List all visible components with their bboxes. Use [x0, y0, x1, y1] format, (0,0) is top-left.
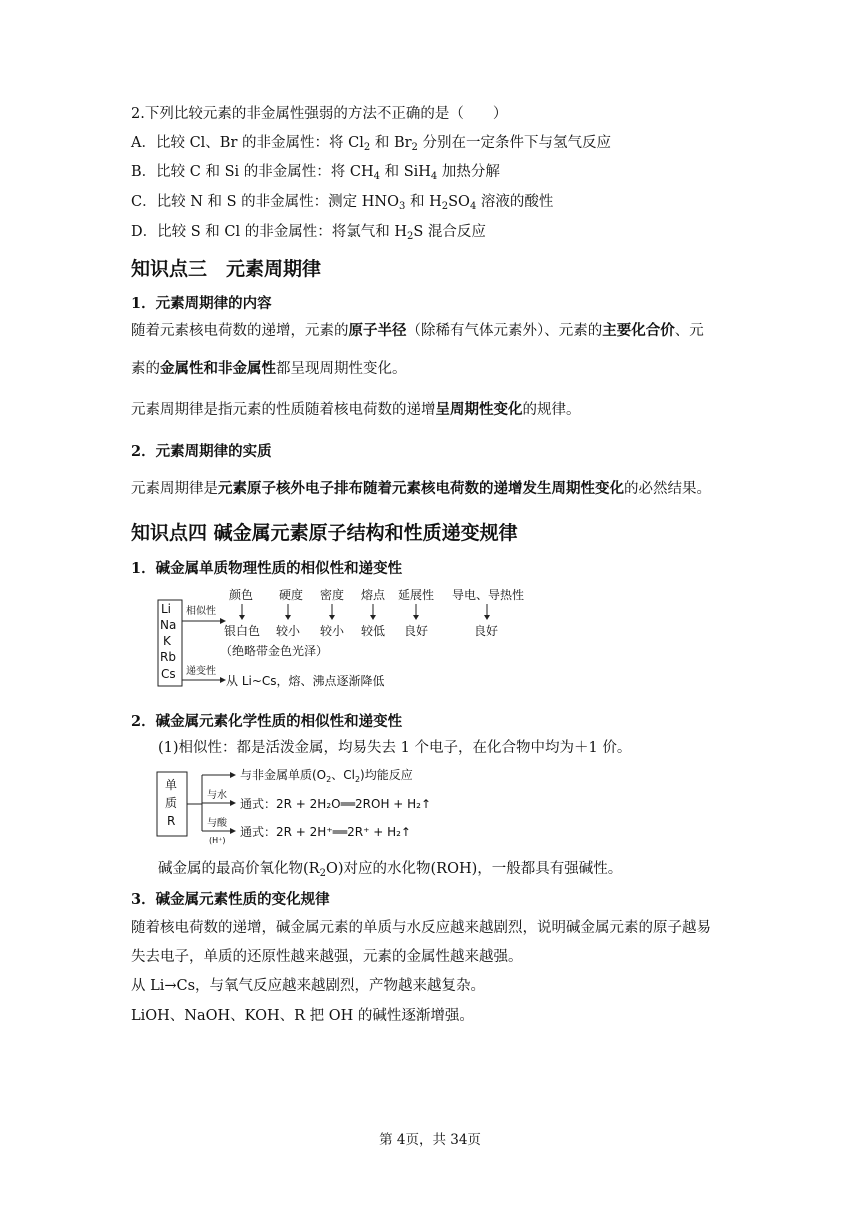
option-b: B．比较 C 和 Si 的非金属性：将 $CH_4$ 和 SiH$_4$ 加热分解 [131, 164, 500, 182]
element-k: K [163, 634, 171, 648]
prop-color: 颜色 [229, 588, 254, 602]
trend-para-4: LiOH、NaOH、KOH、R 把 OH 的碱性逐渐增强。 [131, 1008, 474, 1024]
water-equation: 通式：2R + 2H₂O══2ROH + H₂↑ [240, 797, 432, 811]
section-3-heading-1: 1．元素周期律的内容 [131, 295, 272, 312]
value-conductivity: 良好 [474, 624, 499, 638]
element-li: Li [161, 602, 172, 616]
section-4-title: 知识点四 碱金属元素原子结构和性质递变规律 [131, 522, 518, 544]
section-3-para-2: 素的金属性和非金属性都呈现周期性变化。 [131, 360, 407, 377]
box-char-1: 单 [165, 778, 178, 792]
option-a: A．比较 Cl、Br 的非金属性：将 $Cl_2$ 和 $Br_2$ 分别在一定条件下与氢气反应 [131, 135, 612, 153]
section-4-heading-3: 3．碱金属元素性质的变化规律 [131, 891, 330, 908]
trend-para-2: 失去电子，单质的还原性越来越强，元素的金属性越来越强。 [131, 949, 523, 965]
option-d: D．比较 S 和 Cl 的非金属性：将氯气和 $H_2S$ 混合反应 [131, 224, 486, 242]
color-note: （绝略带金色光泽） [220, 644, 329, 658]
box-char-3: R [167, 814, 176, 828]
trend-text: 从 Li~Cs，熔、沸点逐渐降低 [226, 674, 385, 688]
nonmetal-reaction-text: 与非金属单质($O_2$、$Cl_2$)均能反应 [240, 768, 413, 784]
section-4-heading-2: 2．碱金属元素化学性质的相似性和递变性 [131, 713, 403, 730]
acid-label: 与酸 [207, 818, 227, 829]
acid-sub-label: (H⁺) [209, 836, 226, 845]
prop-hardness: 硬度 [279, 588, 304, 602]
value-color: 银白色 [224, 624, 261, 638]
section-4-heading-1: 1．碱金属单质物理性质的相似性和递变性 [131, 560, 403, 577]
alkali-physical-properties-diagram [154, 584, 554, 694]
option-c: C．比较 N 和 S 的非金属性：测定 $HNO_3$ 和 $H_2SO_4$ 溶液的酸性 [131, 194, 554, 212]
water-label: 与水 [207, 790, 227, 801]
section-3-heading-2: 2．元素周期律的实质 [131, 443, 272, 460]
similarity-label: 相似性 [186, 606, 216, 617]
trend-para-3: 从 Li→Cs，与氧气反应越来越剧烈，产物越来越复杂。 [131, 978, 486, 994]
section-3-para-1: 随着元素核电荷数的递增，元素的原子半径（除稀有气体元素外）、元素的主要化合价、元 [131, 322, 704, 339]
question-2-stem: 2.下列比较元素的非金属性强弱的方法不正确的是（ ） [131, 106, 508, 122]
property-arrows [242, 604, 487, 616]
section-3-para-3: 元素周期律是指元素的性质随着核电荷数的递增呈周期性变化的规律。 [131, 401, 581, 418]
element-rb: Rb [160, 650, 176, 664]
value-density: 较小 [320, 624, 345, 638]
similarity-para: (1)相似性：都是活泼金属，均易失去 1 个电子，在化合物中均为＋1 价。 [158, 740, 632, 756]
value-melting-point: 较低 [361, 624, 386, 638]
acid-equation: 通式：2R + 2H⁺══2R⁺ + H₂↑ [240, 825, 411, 839]
element-cs: Cs [161, 667, 176, 681]
prop-density: 密度 [320, 588, 345, 602]
oxide-para: 碱金属的最高价氧化物$(R_2O)$对应的水化物(ROH)，一般都具有强碱性。 [158, 861, 623, 879]
box-char-2: 质 [165, 796, 178, 810]
value-ductility: 良好 [404, 624, 429, 638]
section-3-title: 知识点三 元素周期律 [131, 258, 322, 280]
trend-para-1: 随着核电荷数的递增，碱金属元素的单质与水反应越来越剧烈，说明碱金属元素的原子越易 [131, 920, 711, 936]
alkali-chemical-properties-diagram [154, 764, 474, 850]
value-hardness: 较小 [276, 624, 301, 638]
prop-conductivity: 导电、导热性 [452, 588, 525, 602]
page-footer: 第 4页，共 34页 [379, 1132, 481, 1148]
element-na: Na [160, 618, 177, 632]
trend-label: 递变性 [186, 666, 216, 677]
prop-ductility: 延展性 [398, 588, 435, 602]
prop-melting-point: 熔点 [361, 588, 386, 602]
section-3-para-4: 元素周期律是元素原子核外电子排布随着元素核电荷数的递增发生周期性变化的必然结果。 [131, 480, 711, 497]
